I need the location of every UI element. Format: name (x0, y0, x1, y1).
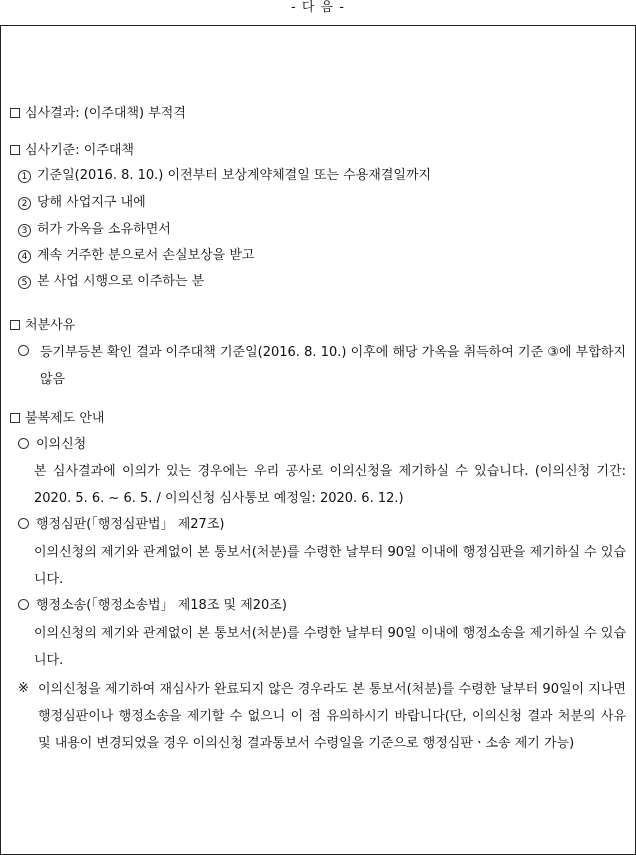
criteria-item-text: 본 사업 시행으로 이주하는 분 (37, 274, 205, 289)
reason-label: 처분사유 (25, 318, 76, 333)
circled-number-icon: 2 (18, 197, 31, 210)
criteria-item-text: 허가 가옥을 소유하면서 (37, 222, 171, 237)
checkbox-square-icon (10, 413, 20, 423)
reason-bullet (18, 344, 36, 360)
circled-number-icon: 4 (18, 250, 31, 263)
appeal-label: 불복제도 안내 (25, 411, 105, 426)
admin-suit-text: 이의신청의 제기와 관계없이 본 통보서(처분)를 수령한 날부터 90일 이내에 행정소송을 제기하실 수 있습니다. (34, 626, 626, 668)
hollow-circle-bullet-icon (18, 599, 29, 610)
checkbox-square-icon (10, 320, 20, 330)
criteria-item-text: 계속 거주한 분으로서 손실보상을 받고 (37, 248, 255, 263)
admin-suit-title: 행정소송(「행정소송법」 제18조 및 제20조) (36, 598, 287, 613)
reference-mark-icon: ※ (18, 681, 29, 696)
reason-text: 등기부등본 확인 결과 이주대책 기준일(2016. 8. 10.) 이후에 해당 가옥을 취득하여 기준 ③에 부합하지 않음 (40, 345, 626, 387)
circled-number-icon: 1 (18, 170, 31, 183)
circled-number-icon: 5 (18, 276, 31, 289)
criteria-item-text: 당해 사업지구 내에 (37, 195, 146, 210)
criteria-item (18, 274, 204, 290)
result-label: 심사결과: (이주대책) 부적격 (25, 106, 186, 121)
criteria-item (18, 168, 431, 184)
admin-trial-text: 이의신청의 제기와 관계없이 본 통보서(처분)를 수령한 날부터 90일 이내에 행정심판을 제기하실 수 있습니다. (34, 545, 626, 587)
checkbox-square-icon (10, 145, 20, 155)
criteria-item (18, 195, 146, 211)
criteria-item (18, 222, 171, 238)
criteria-item-text: 기준일(2016. 8. 10.) 이전부터 보상계약체결일 또는 수용재결일까지 (37, 168, 432, 183)
appeal-heading (10, 411, 104, 427)
document-heading: - 다 음 - (291, 0, 345, 15)
admin-suit-heading (18, 598, 287, 614)
criteria-item (18, 248, 254, 264)
objection-title: 이의신청 (36, 437, 87, 452)
criteria-label: 심사기준: 이주대책 (25, 143, 134, 158)
admin-trial-heading (18, 517, 224, 533)
note-mark-line (18, 681, 38, 697)
hollow-circle-bullet-icon (18, 438, 29, 449)
result-line (10, 106, 186, 122)
admin-trial-title: 행정심판(「행정심판법」 제27조) (36, 517, 225, 532)
hollow-circle-bullet-icon (18, 345, 29, 356)
objection-text: 본 심사결과에 이의가 있는 경우에는 우리 공사로 이의신청을 제기하실 수 있습니다. (이의신청 기간: 2020. 5. 6. ~ 6. 5. / 이의신청 심사통보 예정일: 2020. 6. 12.) (34, 464, 626, 506)
hollow-circle-bullet-icon (18, 518, 29, 529)
criteria-heading (10, 143, 134, 159)
note-text: 이의신청을 제기하여 재심사가 완료되지 않은 경우라도 본 통보서(처분)를 수령한 날부터 90일이 지나면 행정심판이나 행정소송을 제기할 수 없으니 이 점 유의하시기 바랍니다(단, 이의신청 결과 처분의 사유 및 내용이 변경되었을 경우 이의신청 결과통보서 수령일을 기준으로 행정심판ㆍ소송 제기 가능) (38, 682, 626, 751)
objection-heading (18, 437, 86, 453)
checkbox-square-icon (10, 108, 20, 118)
reason-heading (10, 318, 75, 334)
circled-number-icon: 3 (18, 224, 31, 237)
